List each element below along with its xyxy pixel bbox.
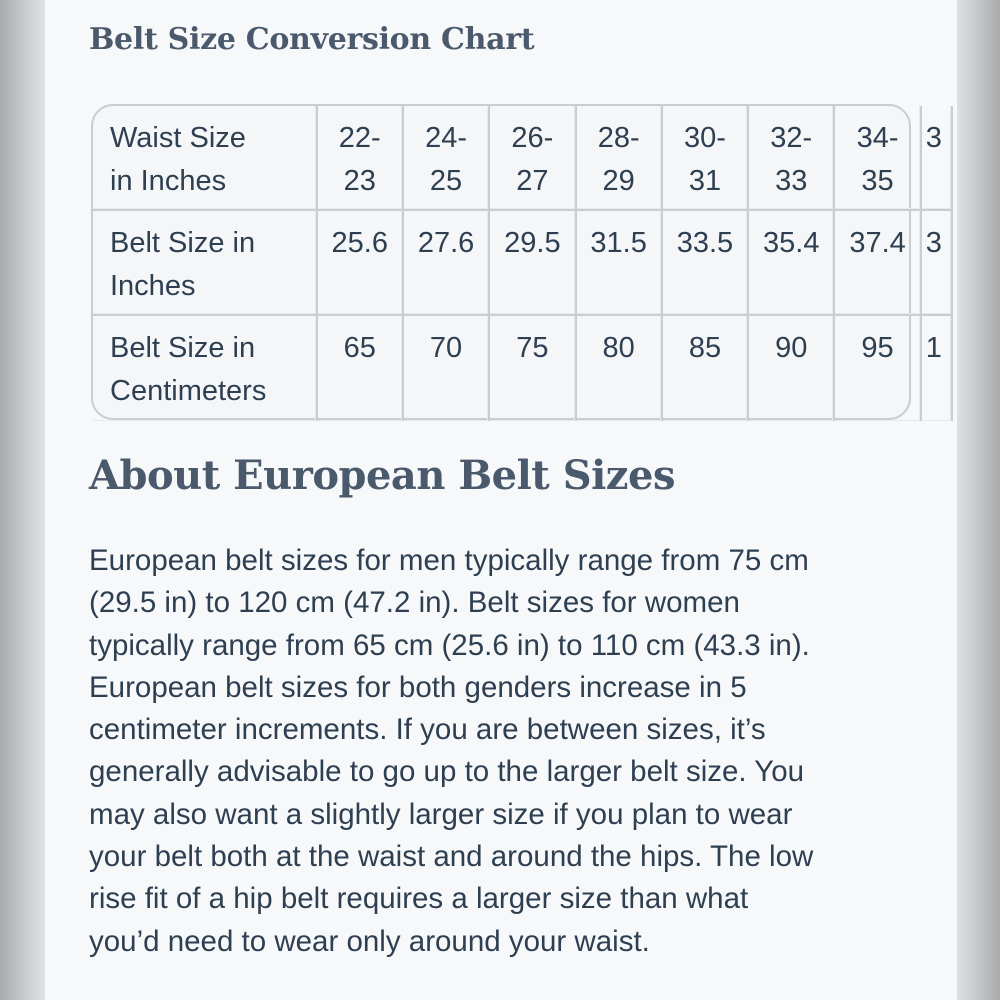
table-cell: 26- 27 [490, 106, 576, 211]
table-cell: 28- 29 [577, 106, 663, 211]
table-row-waist-size [93, 106, 953, 211]
table-cell: 24- 25 [404, 106, 490, 211]
table-cell: 27.6 [404, 211, 490, 316]
body-line: typically range from 65 cm (25.6 in) to 110 cm (43.3 in). [89, 628, 810, 662]
table-cell-truncated: 1 [922, 316, 953, 421]
table-cell: 65 [318, 316, 404, 421]
body-line: European belt sizes for men typically range from 75 cm [89, 544, 809, 577]
table-cell: 32- 33 [749, 106, 835, 211]
body-line: European belt sizes for both genders increase in 5 [89, 670, 747, 704]
table-cell: 70 [404, 316, 490, 421]
table-row-belt-centimeters [93, 316, 953, 421]
table-cell: 22- 23 [318, 106, 404, 211]
body-line: generally advisable to go up to the larger belt size. You [89, 755, 805, 789]
table-cell: 85 [663, 316, 749, 421]
section-title: About European Belt Sizes [89, 452, 675, 499]
body-paragraph [89, 540, 919, 963]
body-line: centimeter increments. If you are between sizes, it’s [89, 713, 766, 747]
row-header-waist-size: Waist Size in Inches [93, 106, 318, 211]
table-cell: 29.5 [490, 211, 576, 316]
body-line: may also want a slightly larger size if you plan to wear [89, 797, 793, 831]
table-cell: 80 [577, 316, 663, 421]
table-cell: 34- 35 [835, 106, 921, 211]
body-line: rise fit of a hip belt requires a larger size than what [89, 882, 749, 916]
table-cell-truncated: 3 [922, 211, 953, 316]
content-page [45, 0, 957, 1000]
table-cell: 25.6 [318, 211, 404, 316]
row-header-belt-inches: Belt Size in Inches [93, 211, 318, 316]
belt-size-table-container[interactable] [91, 104, 942, 420]
table-cell: 75 [490, 316, 576, 421]
table-cell: 37.4 [835, 211, 921, 316]
body-line: your belt both at the waist and around the hips. The low [89, 840, 814, 874]
belt-size-table [93, 106, 953, 421]
table-cell: 35.4 [749, 211, 835, 316]
table-cell: 90 [749, 316, 835, 421]
table-cell: 33.5 [663, 211, 749, 316]
table-cell: 95 [835, 316, 921, 421]
table-cell-truncated: 3 [922, 106, 953, 211]
body-line: you’d need to wear only around your waist. [89, 924, 650, 958]
table-cell: 31.5 [577, 211, 663, 316]
table-cell: 30- 31 [663, 106, 749, 211]
body-line: (29.5 in) to 120 cm (47.2 in). Belt sizes for women [89, 586, 740, 620]
chart-title: Belt Size Conversion Chart [89, 22, 535, 57]
row-header-belt-centimeters: Belt Size in Centimeters [93, 316, 318, 421]
table-row-belt-inches [93, 211, 953, 316]
